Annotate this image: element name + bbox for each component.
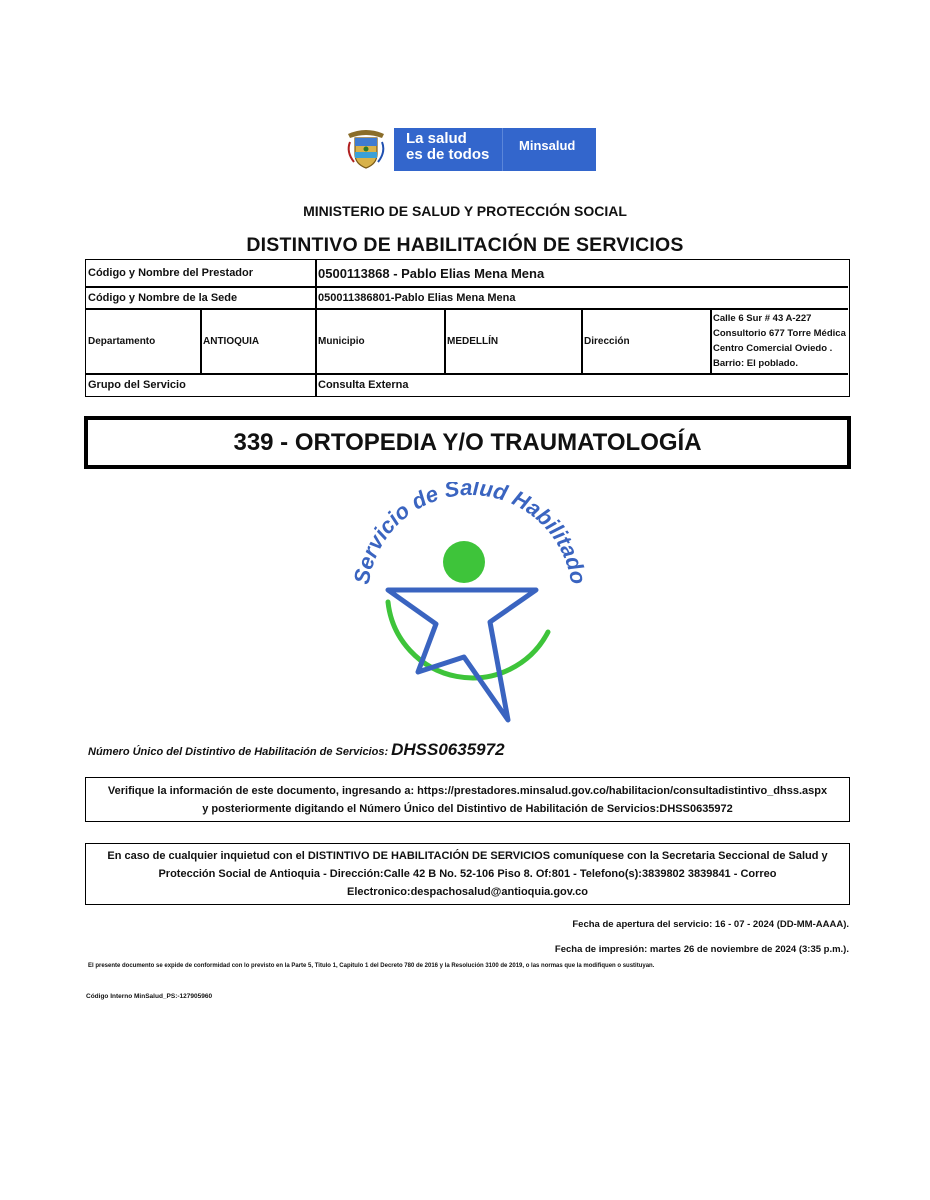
ministry-name: MINISTERIO DE SALUD Y PROTECCIÓN SOCIAL <box>303 203 627 219</box>
service-name: 339 - ORTOPEDIA Y/O TRAUMATOLOGÍA <box>84 416 851 469</box>
contact-text: En caso de cualquier inquietud con el DISTINTIVO DE HABILITACIÓN DE SERVICIOS comuníquese con la Secretaria Seccional de Salud y Protección Social de Antioquia - Dirección:Calle 42 B No. 52-106 Piso 8. Of:801 - Telefono(s):3839802 3839841 - Correo Electronico:despachosalud@antioquia.gov.co <box>107 850 828 898</box>
service-group-label: Grupo del Servicio <box>88 379 186 391</box>
site-code-label: Código y Nombre de la Sede <box>88 291 238 304</box>
legal-note: El presente documento se expide de conformidad con lo previsto en la Parte 5, Titulo 1, Capitulo 1 del Decreto 780 de 2016 y la Resolución 3100 de 2019, o las normas que la modifiquen o sustituyan. <box>88 963 655 969</box>
site-code-value: 050011386801-Pablo Elias Mena Mena <box>318 291 516 304</box>
verification-notice <box>85 777 850 822</box>
contact-notice <box>85 843 850 905</box>
logo-brand: Minsalud <box>519 138 576 153</box>
logo-slogan: La salud es de todos <box>406 130 490 163</box>
municipality-label: Municipio <box>318 335 365 347</box>
internal-code: Código Interno MinSalud_PS:-127905960 <box>86 993 213 1000</box>
unique-number-code: DHSS0635972 <box>391 740 505 759</box>
opening-date: Fecha de apertura del servicio: 16 - 07 - 2024 (DD-MM-AAAA). <box>572 919 849 930</box>
provider-code-value: 0500113868 - Pablo Elias Mena Mena <box>318 265 545 281</box>
seal-text: Servicio de Salud Habilitado <box>348 482 592 587</box>
municipality-value: MEDELLÍN <box>447 335 499 347</box>
minsalud-logo <box>338 128 596 171</box>
habilitation-seal <box>340 482 600 727</box>
print-date: Fecha de impresión: martes 26 de noviembre de 2024 (3:35 p.m.). <box>554 944 849 955</box>
department-label: Departamento <box>88 335 156 347</box>
unique-number-line <box>88 740 505 760</box>
department-value: ANTIOQUIA <box>203 335 260 347</box>
service-group-value: Consulta Externa <box>318 379 409 391</box>
provider-info-table <box>85 259 850 397</box>
address-label: Dirección <box>584 335 630 347</box>
provider-code-label: Código y Nombre del Prestador <box>88 267 254 279</box>
verification-line-2: y posteriormente digitando el Número Único del Distintivo de Habilitación de Servicios:DHSS0635972 <box>202 803 733 815</box>
coat-of-arms-icon <box>338 128 394 171</box>
address-value: Calle 6 Sur # 43 A-227 Consultorio 677 Torre Médica Centro Comercial Oviedo . Barrio: El poblado. <box>713 313 846 369</box>
document-title: DISTINTIVO DE HABILITACIÓN DE SERVICIOS <box>246 234 684 256</box>
unique-number-label: Número Único del Distintivo de Habilitación de Servicios: <box>88 746 389 758</box>
verification-line-1: Verifique la información de este documento, ingresando a: https://prestadores.minsalud.gov.co/habilitacion/consultadistintivo_dhss.aspx <box>107 785 828 797</box>
